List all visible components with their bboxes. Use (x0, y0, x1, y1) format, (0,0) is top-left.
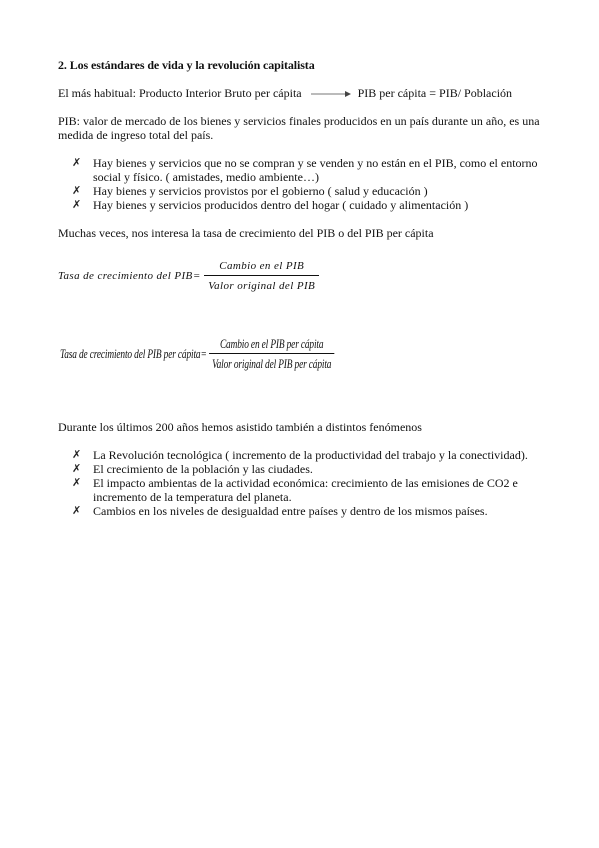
list-item (72, 504, 542, 518)
phenomena-intro: Durante los últimos 200 años hemos asistido también a distintos fenómenos (58, 420, 422, 434)
equals-sign: = (201, 346, 207, 361)
gdp-per-capita-label: El más habitual: Producto Interior Bruto per cápita (58, 86, 302, 100)
fraction-denominator: Valor original del PIB per cápita (212, 356, 332, 371)
right-arrow-icon (311, 87, 351, 101)
list-item (72, 184, 542, 198)
fraction-numerator: Cambio en el PIB per cápita (219, 336, 324, 351)
list-item-text: La Revolución tecnológica ( incremento de la productividad del trabajo y la conectividad). (93, 448, 528, 462)
fraction (209, 337, 334, 371)
cross-mark-icon: ✗ (72, 462, 82, 475)
cross-mark-icon: ✗ (72, 156, 82, 169)
growth-intro: Muchas veces, nos interesa la tasa de crecimiento del PIB o del PIB per cápita (58, 226, 434, 240)
list-item-text: El impacto ambientas de la actividad económica: crecimiento de las emisiones de CO2 e incremento de la temperatura del planeta. (93, 476, 518, 504)
list-item-text: Hay bienes y servicios que no se compran y se venden y no están en el PIB, como el entorno social y físico. ( amistades, medio ambiente…) (93, 156, 538, 184)
pib-definition: PIB: valor de mercado de los bienes y servicios finales producidos en un país durante un año, es una medida de ingreso total del país. (58, 114, 540, 142)
phenomena-list (72, 448, 542, 518)
cross-mark-icon: ✗ (72, 184, 82, 197)
gdp-per-capita-formula: PIB per cápita = PIB/ Población (357, 86, 513, 100)
list-item-text: El crecimiento de la población y las ciudades. (93, 462, 313, 476)
cross-mark-icon: ✗ (72, 448, 82, 461)
cross-mark-icon: ✗ (72, 198, 82, 211)
list-item-text: Hay bienes y servicios producidos dentro del hogar ( cuidado y alimentación ) (93, 198, 469, 212)
cross-mark-icon: ✗ (72, 476, 82, 489)
cross-mark-icon: ✗ (72, 504, 82, 517)
gdp-growth-formula (58, 259, 319, 293)
list-item (72, 448, 542, 462)
formula-lhs: Tasa de crecimiento del PIB (58, 270, 193, 282)
list-item (72, 462, 542, 476)
fraction (204, 259, 319, 293)
gdp-limitations-list (72, 156, 542, 212)
section-heading: 2. Los estándares de vida y la revolución capitalista (58, 58, 315, 72)
gdp-per-capita-line (58, 86, 512, 101)
gdp-per-capita-growth-formula (60, 337, 334, 371)
formula-lhs: Tasa de crecimiento del PIB per cápita (60, 346, 201, 361)
fraction-denominator: Valor original del PIB (208, 280, 316, 292)
fraction-numerator: Cambio en el PIB (219, 260, 305, 272)
list-item-text: Hay bienes y servicios provistos por el gobierno ( salud y educación ) (93, 184, 428, 198)
list-item-text: Cambios en los niveles de desigualdad entre países y dentro de los mismos países. (93, 504, 488, 518)
list-item (72, 198, 542, 212)
list-item (72, 476, 542, 504)
list-item (72, 156, 542, 184)
equals-sign: = (193, 270, 201, 282)
